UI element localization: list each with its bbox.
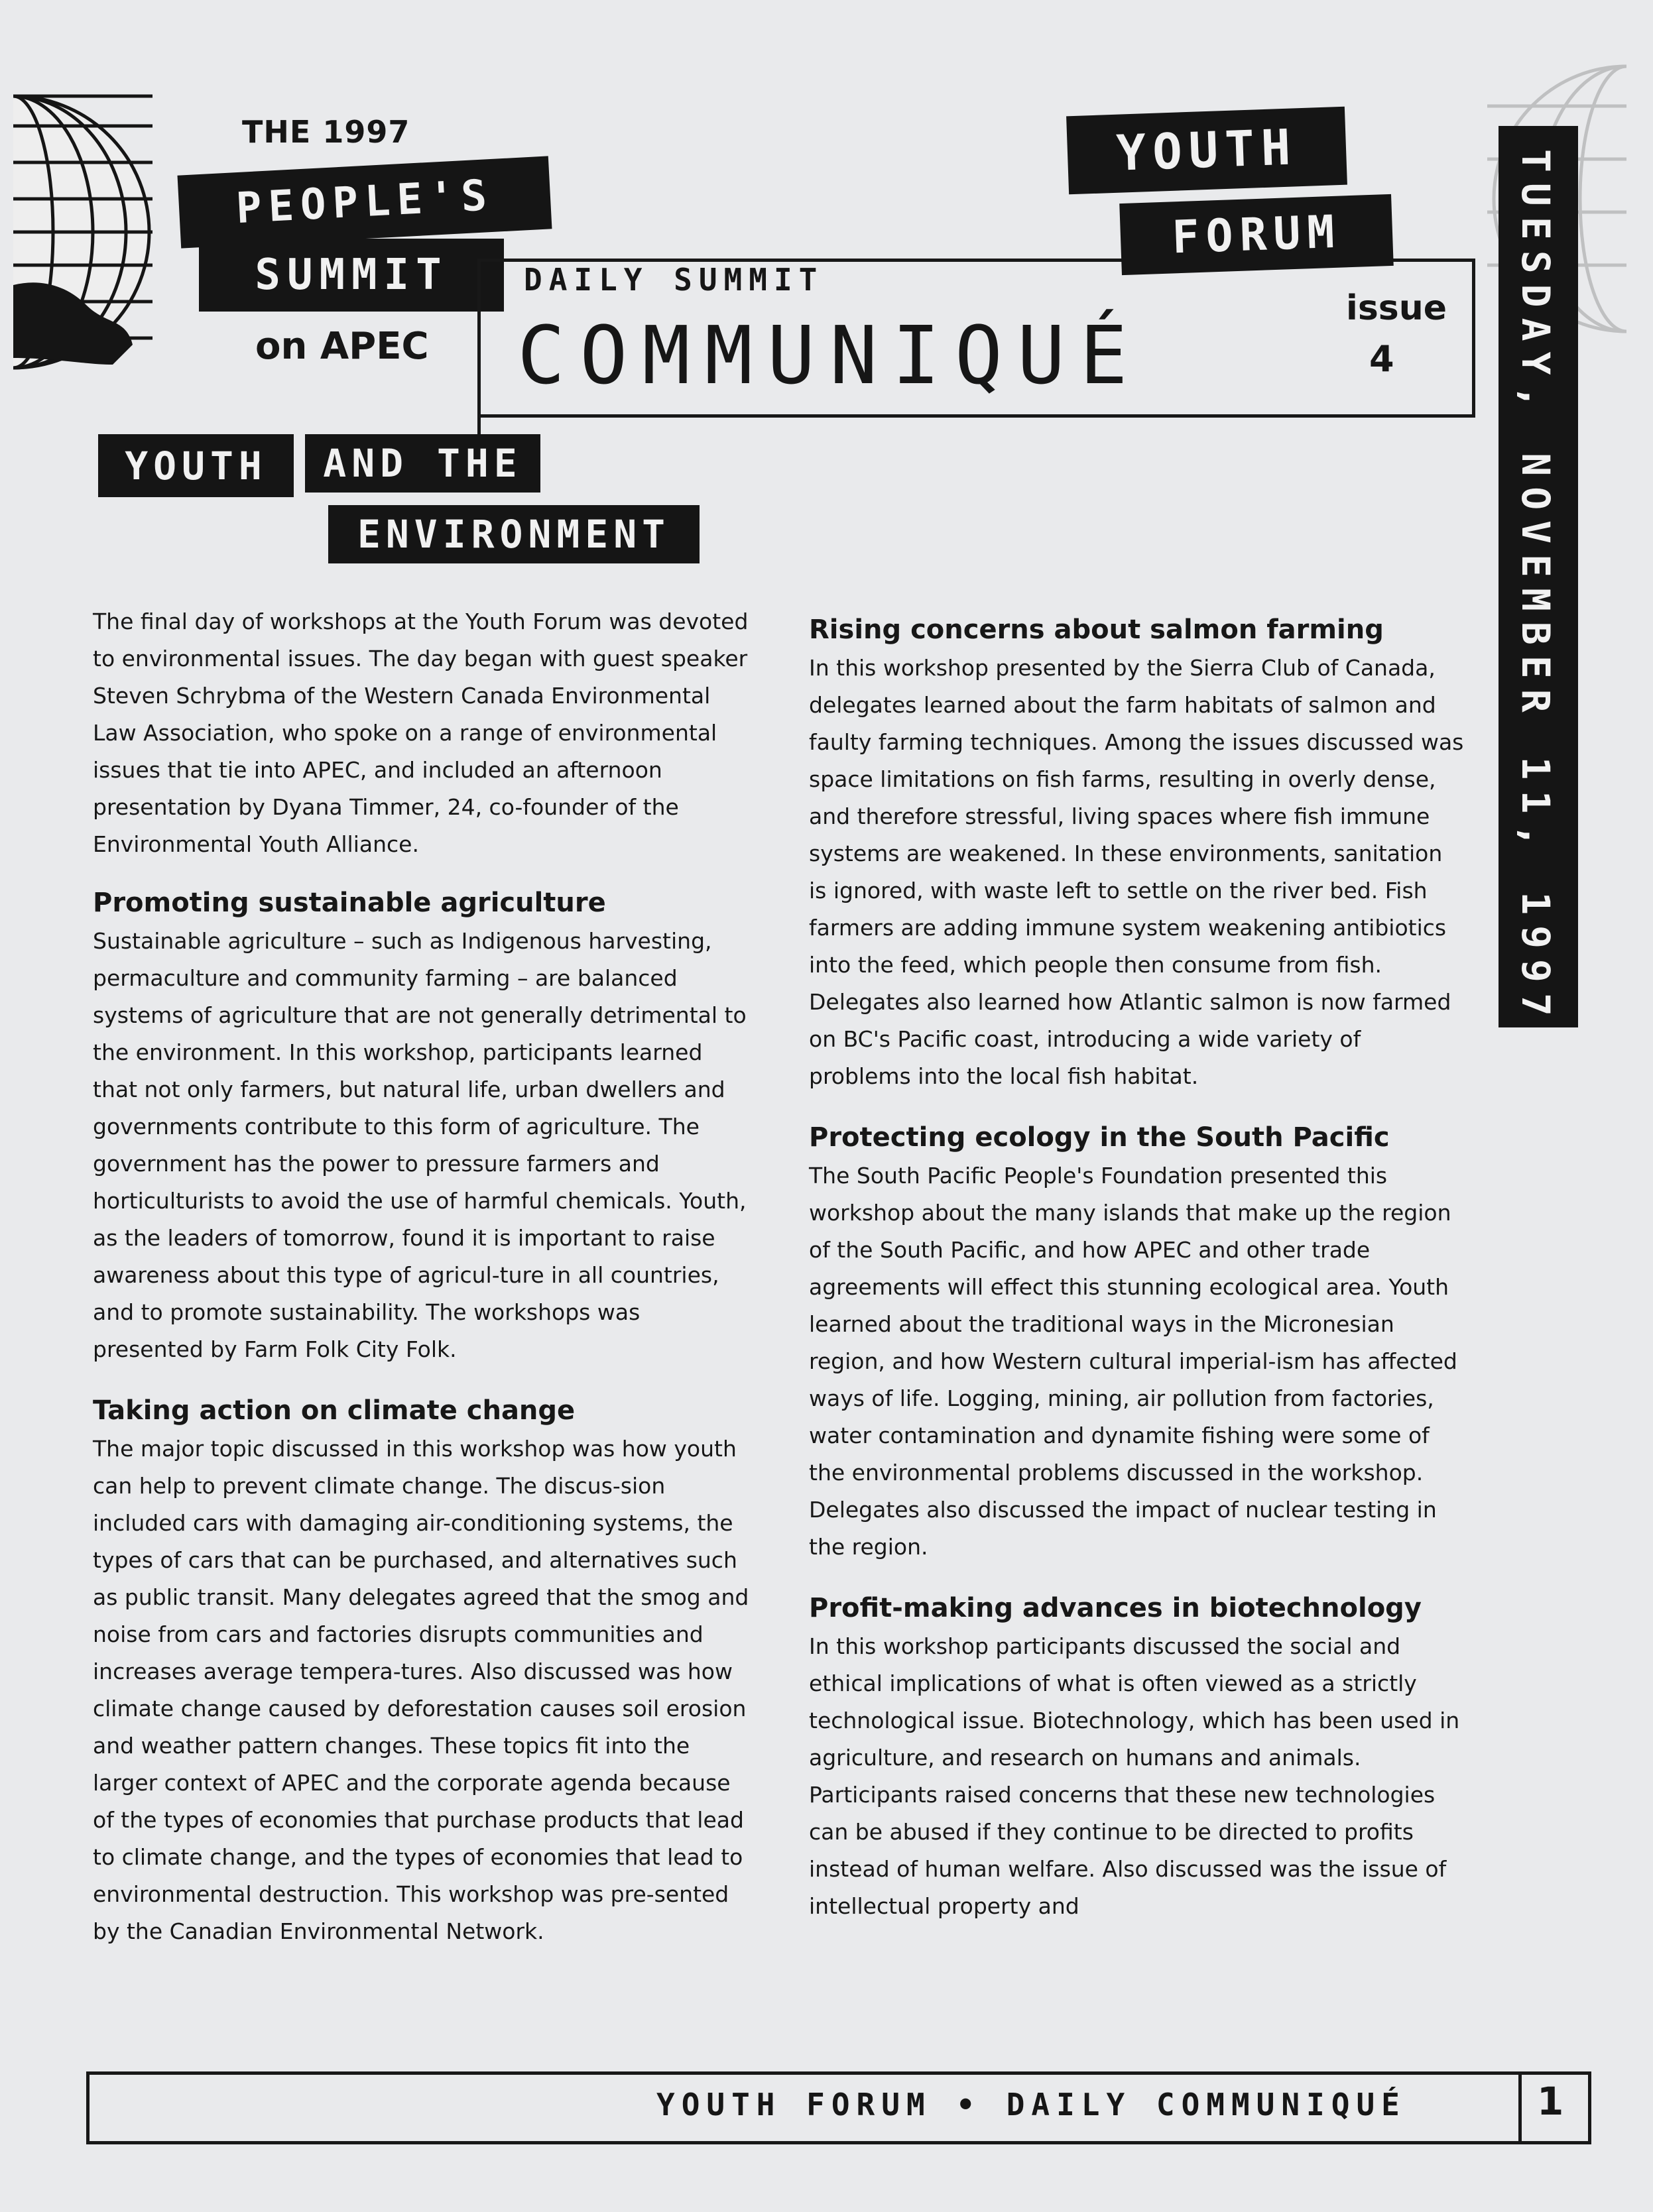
masthead-summit-label: SUMMIT xyxy=(199,239,504,312)
footer-divider xyxy=(1518,2071,1522,2144)
masthead-divider xyxy=(477,259,481,444)
right-column xyxy=(809,610,1465,1925)
section-title-youth: YOUTH xyxy=(98,434,294,497)
date-banner xyxy=(1499,126,1578,1027)
biotech-heading: Profit-making advances in biotechnology xyxy=(809,1593,1422,1623)
masthead-communique: COMMUNIQUÉ xyxy=(517,310,1142,402)
agriculture-paragraph: Sustainable agriculture – such as Indigenous harvesting, permaculture and community farming – are balanced systems of agriculture that are not generally detrimental to the environment. In this workshop, participants learned that not only farmers, but natural life, urban dwellers and governments contribute to this form of agriculture. The government has the power to pressure farmers and horticulturists to avoid the use of harmful chemicals. Youth, as the leaders of tomorrow, found it is important to raise awareness about this type of agricul-ture in all countries, and to promote sustainability. The workshops was presented by Farm Folk City Folk. xyxy=(93,928,747,1362)
issue-label: issue xyxy=(1346,288,1447,328)
page-number: 1 xyxy=(1537,2079,1564,2124)
intro-paragraph: The final day of workshops at the Youth Forum was devoted to environmental issues. The day began with guest speaker Steven Schrybma of the Western Canada Environmental Law Association, who spoke on a range of environmental issues that tie into APEC, and included an afternoon presentation by Dyana Timmer, 24, co-founder of the Environmental Youth Alliance. xyxy=(93,609,749,857)
globe-icon xyxy=(13,66,153,398)
section-title-and-the: AND THE xyxy=(305,434,540,493)
footer-title: YOUTH FORUM • DAILY COMMUNIQUÉ xyxy=(656,2087,1406,2123)
salmon-heading: Rising concerns about salmon farming xyxy=(809,614,1384,645)
climate-paragraph: The major topic discussed in this workshop was how youth can help to prevent climate change. The discus-sion included cars with damaging air-conditioning systems, the types of cars that can be purchased, and alternatives such as public transit. Many delegates agreed that the smog and noise from cars and factories disrupts communities and increases average tempera-tures. Also discussed was how climate change caused by deforestation causes soil erosion and weather pattern changes. These topics fit into the larger context of APEC and the corporate agenda because of the types of economies that purchase products that lead to climate change, and the types of economies that lead to environmental destruction. This workshop was pre-sented by the Canadian Environmental Network. xyxy=(93,1436,749,1944)
climate-heading: Taking action on climate change xyxy=(93,1395,576,1426)
pacific-paragraph: The South Pacific People's Foundation presented this workshop about the many islands that make up the region of the South Pacific, and how APEC and other trade agreements will effect this stunning ecological area. Youth learned about the traditional ways in the Micronesian region, and how Western cultural imperial-ism has affected ways of life. Logging, mining, air pollution from factories, water contamination and dynamite fishing were some of the environmental problems discussed in the workshop. Delegates also discussed the impact of nuclear testing in the region. xyxy=(809,1163,1457,1560)
biotech-paragraph: In this workshop participants discussed the social and ethical implications of what is often viewed as a strictly technological issue. Biotechnology, which has been used in agriculture, and research on humans and animals. Participants raised concerns that these new technologies can be abused if they continue to be directed to profits instead of human welfare. Also discussed was the issue of intellectual property and xyxy=(809,1633,1460,1919)
date-text: TUESDAY, NOVEMBER 11, 1997 xyxy=(1513,149,1558,1027)
masthead-peoples-label: PEOPLE'S xyxy=(178,156,552,248)
section-title-environment: ENVIRONMENT xyxy=(328,505,700,563)
masthead-on-apec: on APEC xyxy=(255,325,429,368)
issue-number: 4 xyxy=(1369,338,1394,380)
masthead-daily-summit: DAILY SUMMIT xyxy=(524,262,824,298)
youth-label: YOUTH xyxy=(1066,107,1347,195)
show-through-text xyxy=(895,133,902,170)
salmon-paragraph: In this workshop presented by the Sierra Club of Canada, delegates learned about the farm habitats of salmon and faulty farming techniques. Among the issues discussed was space limitations on fish farms, resulting in overly dense, and therefore stressful, living spaces where fish immune systems are weakened. In these environments, sanitation is ignored, with waste left to settle on the river bed. Fish farmers are adding immune system weakening antibiotics into the feed, which people then consume from fish. Delegates also learned how Atlantic salmon is now farmed on BC's Pacific coast, introducing a wide variety of problems into the local fish habitat. xyxy=(809,655,1464,1089)
forum-label: FORUM xyxy=(1119,194,1394,275)
pacific-heading: Protecting ecology in the South Pacific xyxy=(809,1122,1390,1153)
agriculture-heading: Promoting sustainable agriculture xyxy=(93,888,606,918)
left-column xyxy=(93,603,749,1950)
masthead-year: THE 1997 xyxy=(242,114,410,150)
